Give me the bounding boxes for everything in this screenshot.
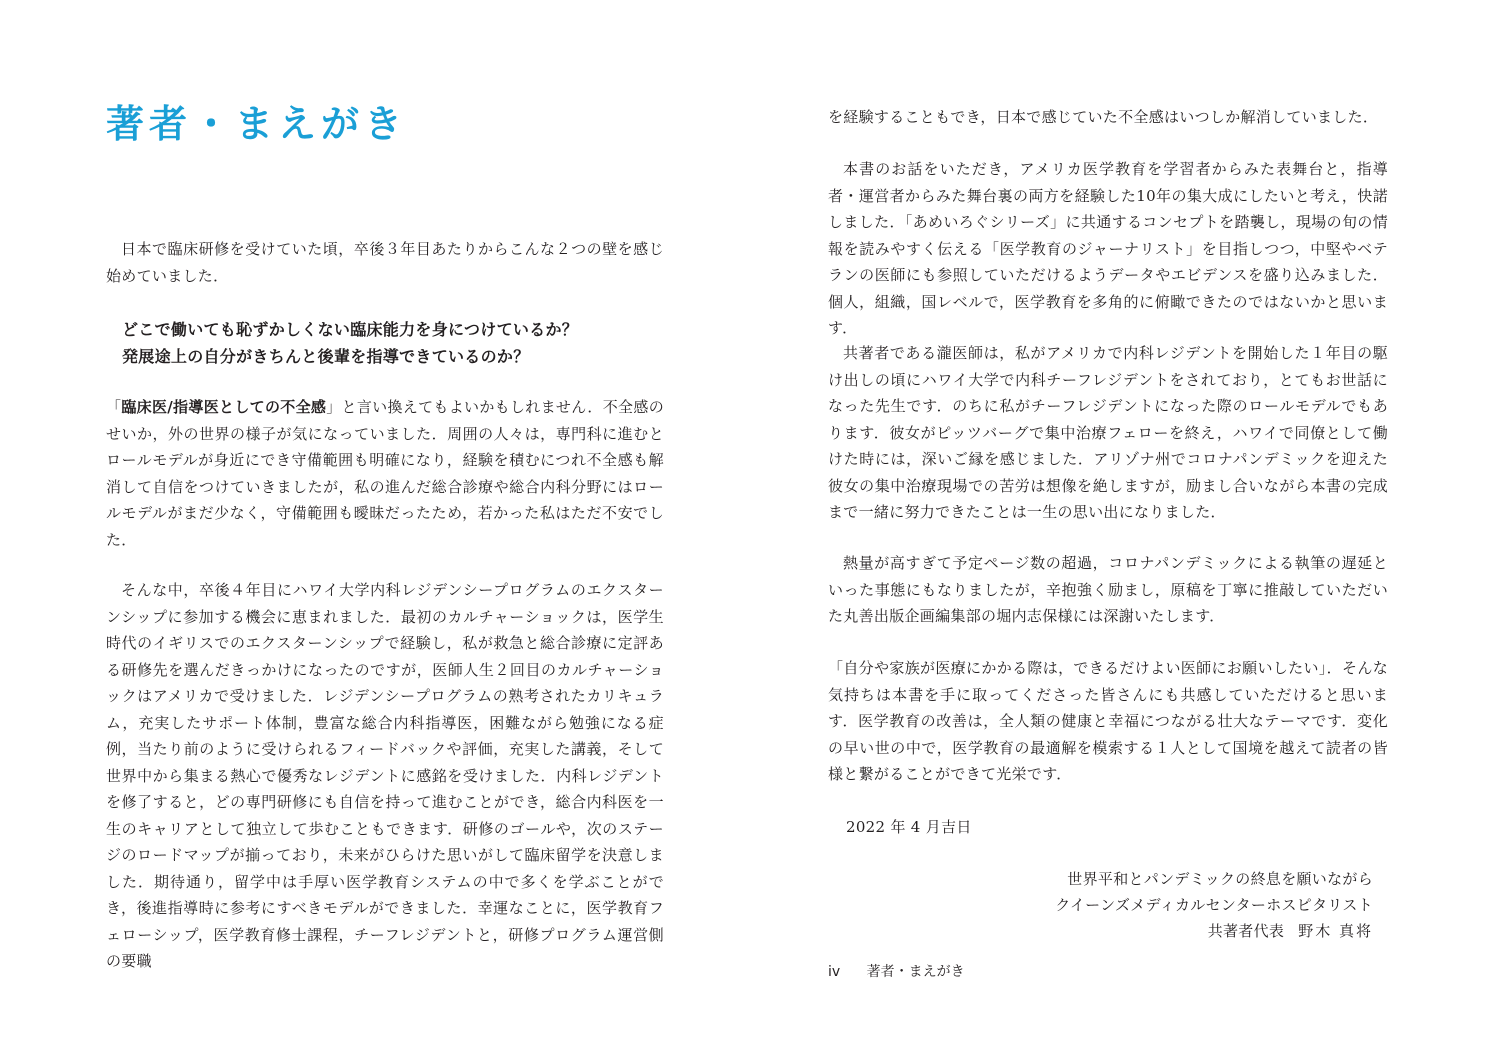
question-1: どこで働いても恥ずかしくない臨床能力を身につけているか？ bbox=[122, 320, 579, 339]
paragraph-acknowledgement: 熱量が高すぎて予定ページ数の超過，コロナパンデミックによる執筆の遅延といった事態にもなりましたが，辛抱強く励まし，原稿を丁寧に推敲していただいた丸善出版企画編集部の堀内志保様には深謝いたします． bbox=[828, 554, 1388, 625]
author-role: 共著者代表 bbox=[1207, 922, 1285, 940]
running-title: 著者・まえがき bbox=[866, 964, 965, 980]
page-number: iv bbox=[828, 964, 841, 980]
paragraph-closing: 「自分や家族が医療にかかる際は，できるだけよい医師にお願いしたい」．そんな気持ちは本書を手に取ってくださった皆さんにも共感していただけると思います．医学教育の改善は，全人類の健康と幸福につながる壮大なテーマです．変化の早い世の中で，医学教育の最適解を模索する１人として国境を越えて読者の皆様と繋がることができて光栄です． bbox=[828, 659, 1388, 783]
date-line: 2022 年 4 月吉日 bbox=[846, 818, 972, 836]
paragraph-inadequacy-text: 」と言い換えてもよいかもしれません．不全感のせいか，外の世界の様子が気になっていました．周囲の人々は，専門科に進むとロールモデルが身近にでき守備範囲も明確になり，経験を積むにつれ不全感も解消して自信をつけていきましたが，私の進んだ総合診療や総合内科分野にはロールモデルがまだ少なく，守備範囲も曖昧だったため，若かった私はただ不安でした． bbox=[106, 398, 664, 549]
left-page bbox=[0, 0, 748, 1058]
paragraph-inadequacy bbox=[106, 394, 664, 553]
signature-line-2: クイーンズメディカルセンターホスピタリスト bbox=[1055, 896, 1373, 914]
highlight-phrase: 臨床医/指導医としての不全感 bbox=[121, 398, 327, 416]
paragraph-book-concept: 本書のお話をいただき，アメリカ医学教育を学習者からみた表舞台と，指導者・運営者からみた舞台裏の両方を経験した10年の集大成にしたいと考え，快諾しました．「あめいろぐシリーズ」に共通するコンセプトを踏襲し，現場の旬の情報を読みやすく伝える「医学教育のジャーナリスト」を目指しつつ，中堅やベテランの医師にも参照していただけるようデータやエビデンスを盛り込みました．個人，組織，国レベルで，医学教育を多角的に俯瞰できたのではないかと思います． bbox=[828, 160, 1388, 337]
right-page bbox=[748, 0, 1497, 1058]
quote-open: 「 bbox=[106, 398, 122, 416]
page-title: 著者・まえがき bbox=[106, 102, 408, 146]
paragraph-continuation: を経験することもでき，日本で感じていた不全感はいつしか解消していました． bbox=[828, 108, 1379, 126]
question-2: 発展途上の自分がきちんと後輩を指導できているのか？ bbox=[122, 347, 530, 366]
author-name: 野木 真将 bbox=[1298, 922, 1373, 940]
signature-author bbox=[1208, 918, 1373, 945]
intro-paragraph: 日本で臨床研修を受けていた頃，卒後３年目あたりからこんな２つの壁を感じ始めていました． bbox=[106, 240, 664, 285]
paragraph-externship: そんな中，卒後４年目にハワイ大学内科レジデンシープログラムのエクスターンシップに参加する機会に恵まれました．最初のカルチャーショックは，医学生時代のイギリスでのエクスターンシップで経験し，私が救急と総合診療に定評ある研修先を選んだきっかけになったのですが，医師人生２回目のカルチャーショックはアメリカで受けました．レジデンシープログラムの熟考されたカリキュラム，充実したサポート体制，豊富な総合内科指導医，困難ながら勉強になる症例，当たり前のように受けられるフィードバックや評価，充実した講義，そして世界中から集まる熱心で優秀なレジデントに感銘を受けました．内科レジデントを修了すると，どの専門研修にも自信を持って進むことができ，総合内科医を一生のキャリアとして独立して歩むこともできます．研修のゴールや，次のステージのロードマップが揃っており，未来がひらけた思いがして臨床留学を決意しました．期待通り，留学中は手厚い医学教育システムの中で多くを学ぶことができ，後進指導時に参考にすべきモデルができました．幸運なことに，医学教育フェローシップ，医学教育修士課程，チーフレジデントと，研修プログラム運営側の要職 bbox=[106, 581, 664, 970]
page-footer bbox=[828, 961, 965, 981]
signature-line-1: 世界平和とパンデミックの終息を願いながら bbox=[1067, 870, 1373, 888]
key-questions bbox=[122, 316, 578, 370]
paragraph-coauthor: 共著者である瀧医師は，私がアメリカで内科レジデントを開始した１年目の駆け出しの頃にハワイ大学で内科チーフレジデントをされており，とてもお世話になった先生です．のちに私がチーフレジデントになった際のロールモデルでもあります．彼女がピッツバーグで集中治療フェローを終え，ハワイで同僚として働けた時には，深いご縁を感じました．アリゾナ州でコロナパンデミックを迎えた彼女の集中治療現場での苦労は想像を絶しますが，励まし合いながら本書の完成まで一緒に努力できたことは一生の思い出になりました． bbox=[828, 344, 1388, 521]
